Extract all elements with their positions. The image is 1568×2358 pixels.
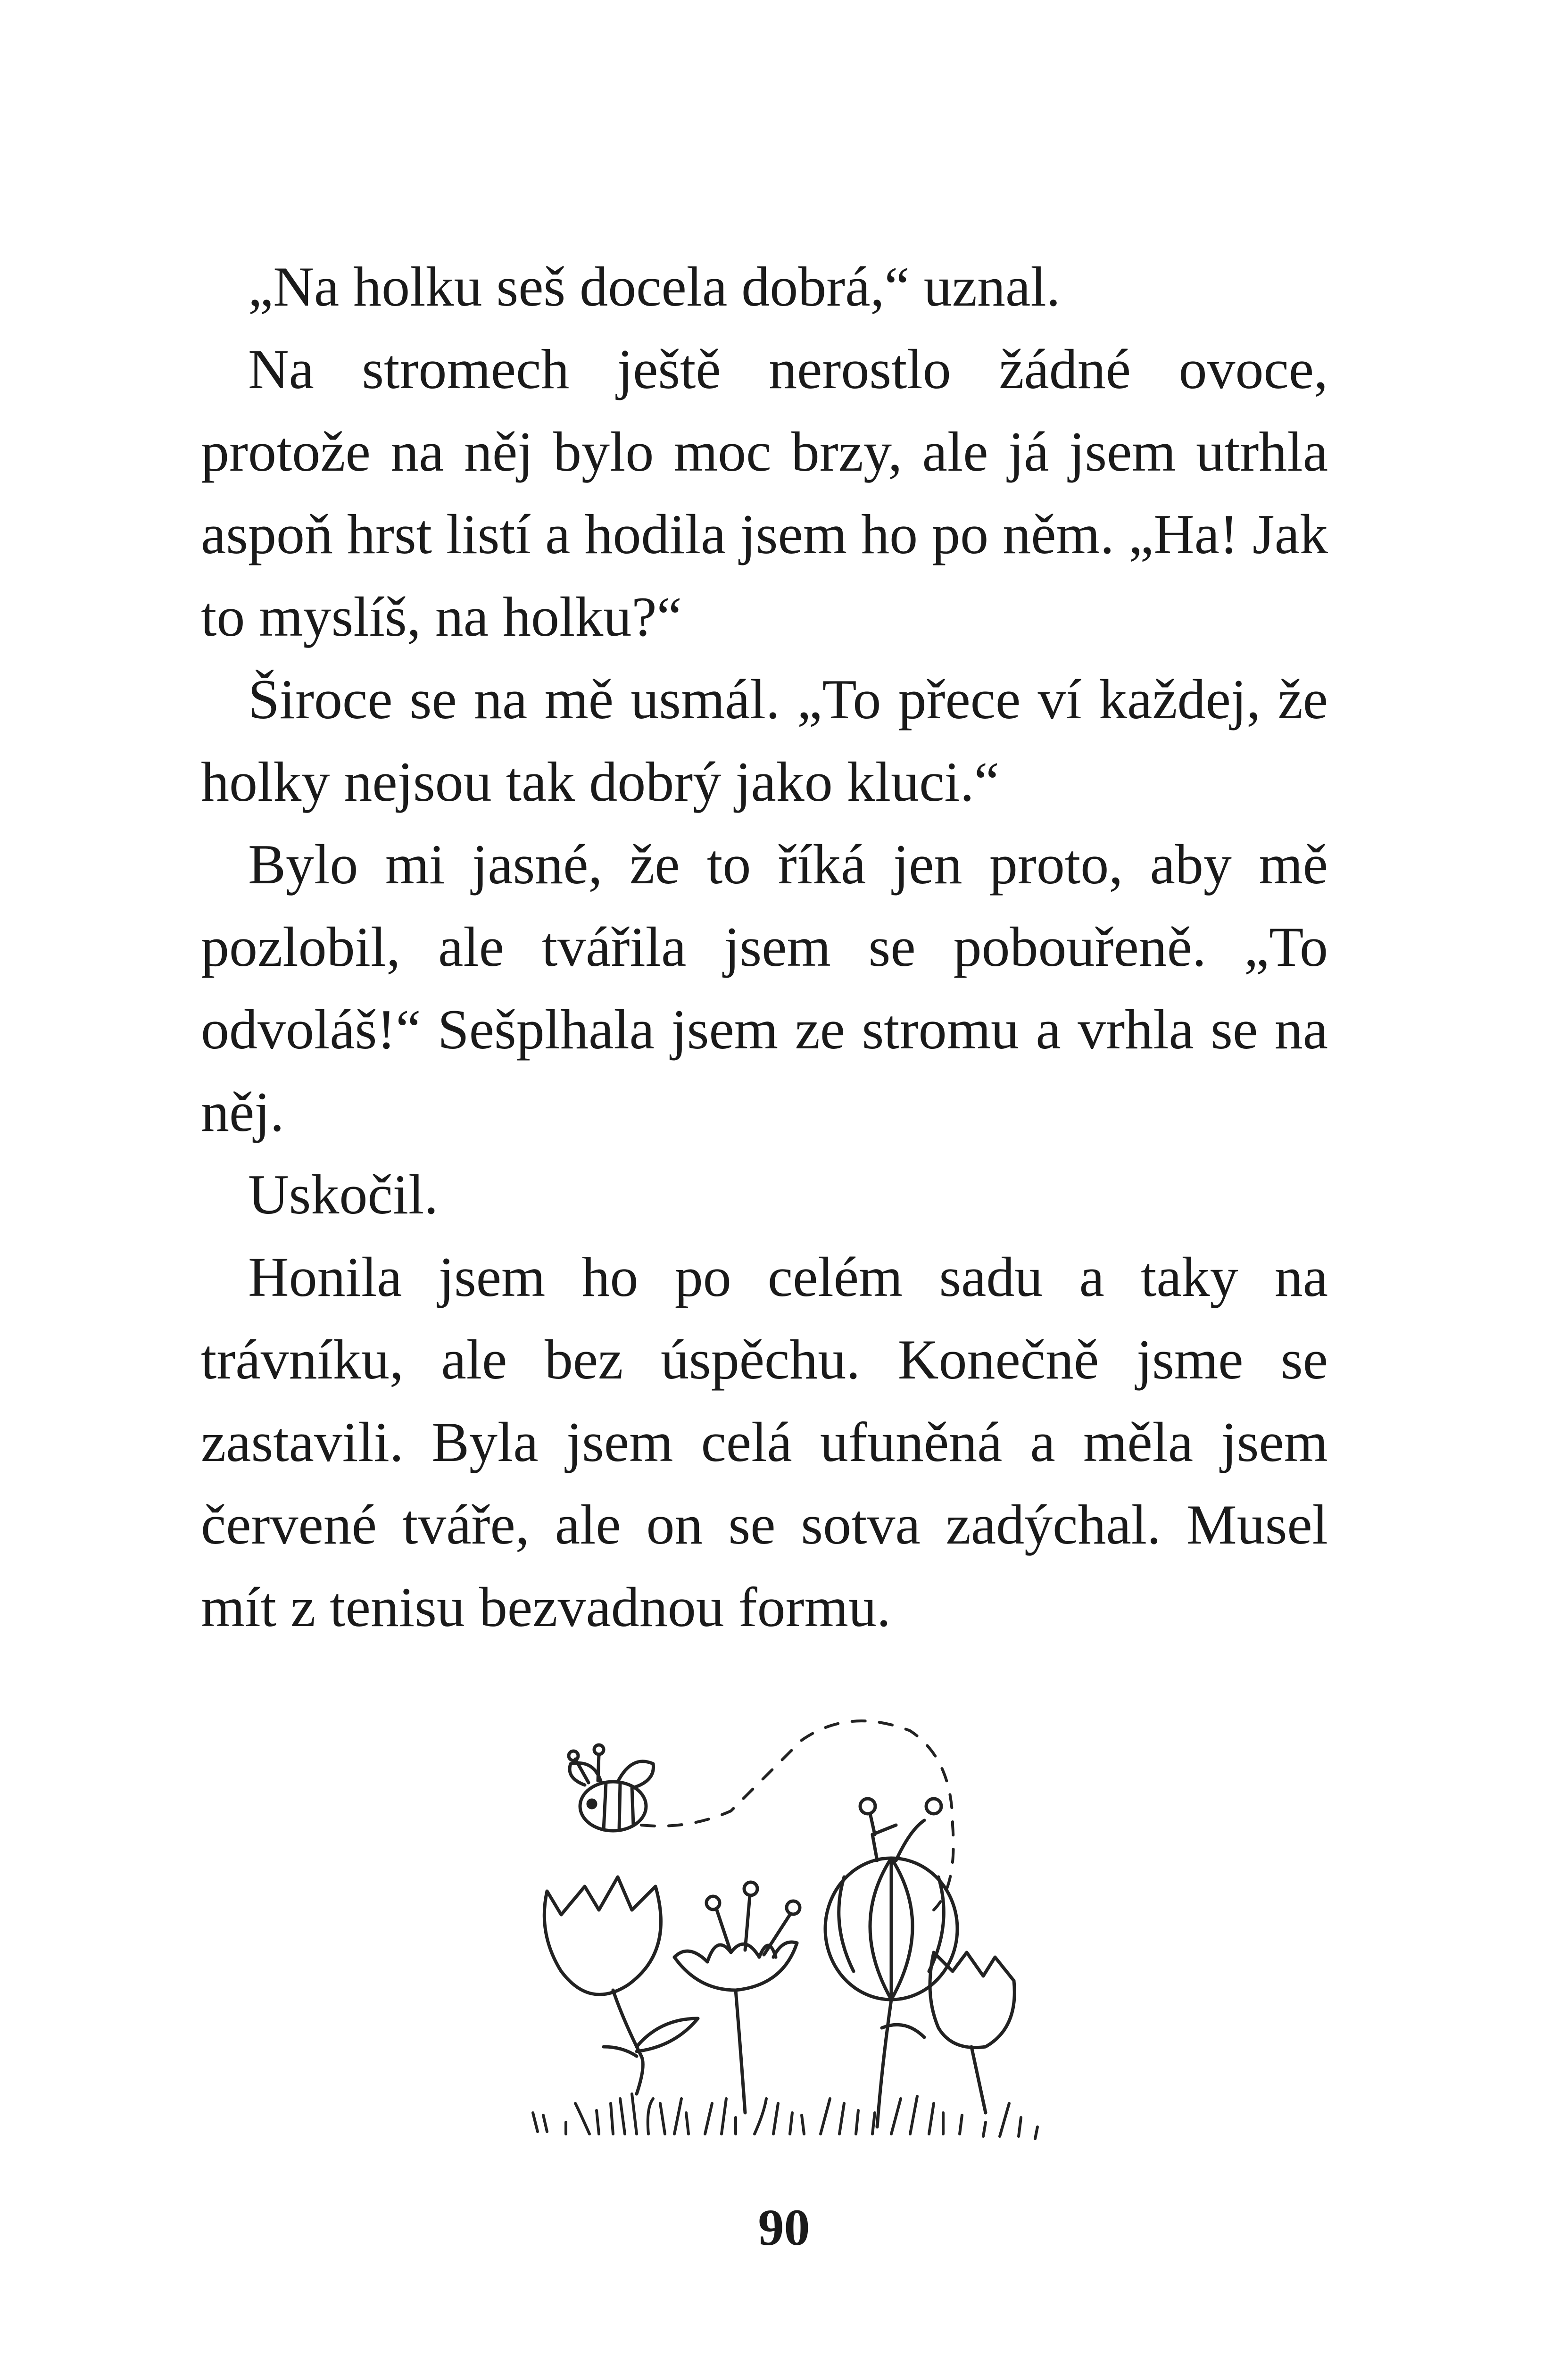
grass-icon xyxy=(533,2094,1037,2139)
paragraph: Bylo mi jasné, že to říká jen proto, aby mě pozlobil, ale tvářila jsem se pobouřeně. „To odvoláš!“ Sešplhala jsem ze stromu a vrhla se na něj. xyxy=(201,833,1328,1143)
paragraph: Na stromech ještě nerostlo žádné ovoce, protože na něj bylo moc brzy, ale já jsem utrhla aspoň hrst listí a hodila jsem ho po něm. „Ha! Jak to myslíš, na holku?“ xyxy=(201,338,1328,648)
paragraph: Honila jsem ho po celém sadu a taky na trávníku, ale bez úspěchu. Konečně jsme se zastavili. Byla jsem celá ufuněná a měla jsem červené tváře, ale on se sotva zadýchal. Musel mít z tenisu bezvadnou formu. xyxy=(201,1245,1328,1638)
bee-and-flowers-icon xyxy=(519,1688,1122,2188)
flower-icon xyxy=(544,1877,698,2094)
paragraph: „Na holku seš docela dobrá,“ uznal. xyxy=(248,255,1061,318)
body-text xyxy=(201,245,1328,1648)
paragraph: Široce se na mě usmál. „To přece ví každej, že holky nejsou tak dobrý jako kluci.“ xyxy=(201,668,1328,813)
bee-icon xyxy=(569,1745,654,1831)
page-number: 90 xyxy=(758,2199,810,2256)
flower-icon xyxy=(825,1799,957,2127)
flower-icon xyxy=(930,1952,1014,2113)
flower-icon xyxy=(674,1882,800,2113)
paragraph: Uskočil. xyxy=(248,1163,439,1226)
